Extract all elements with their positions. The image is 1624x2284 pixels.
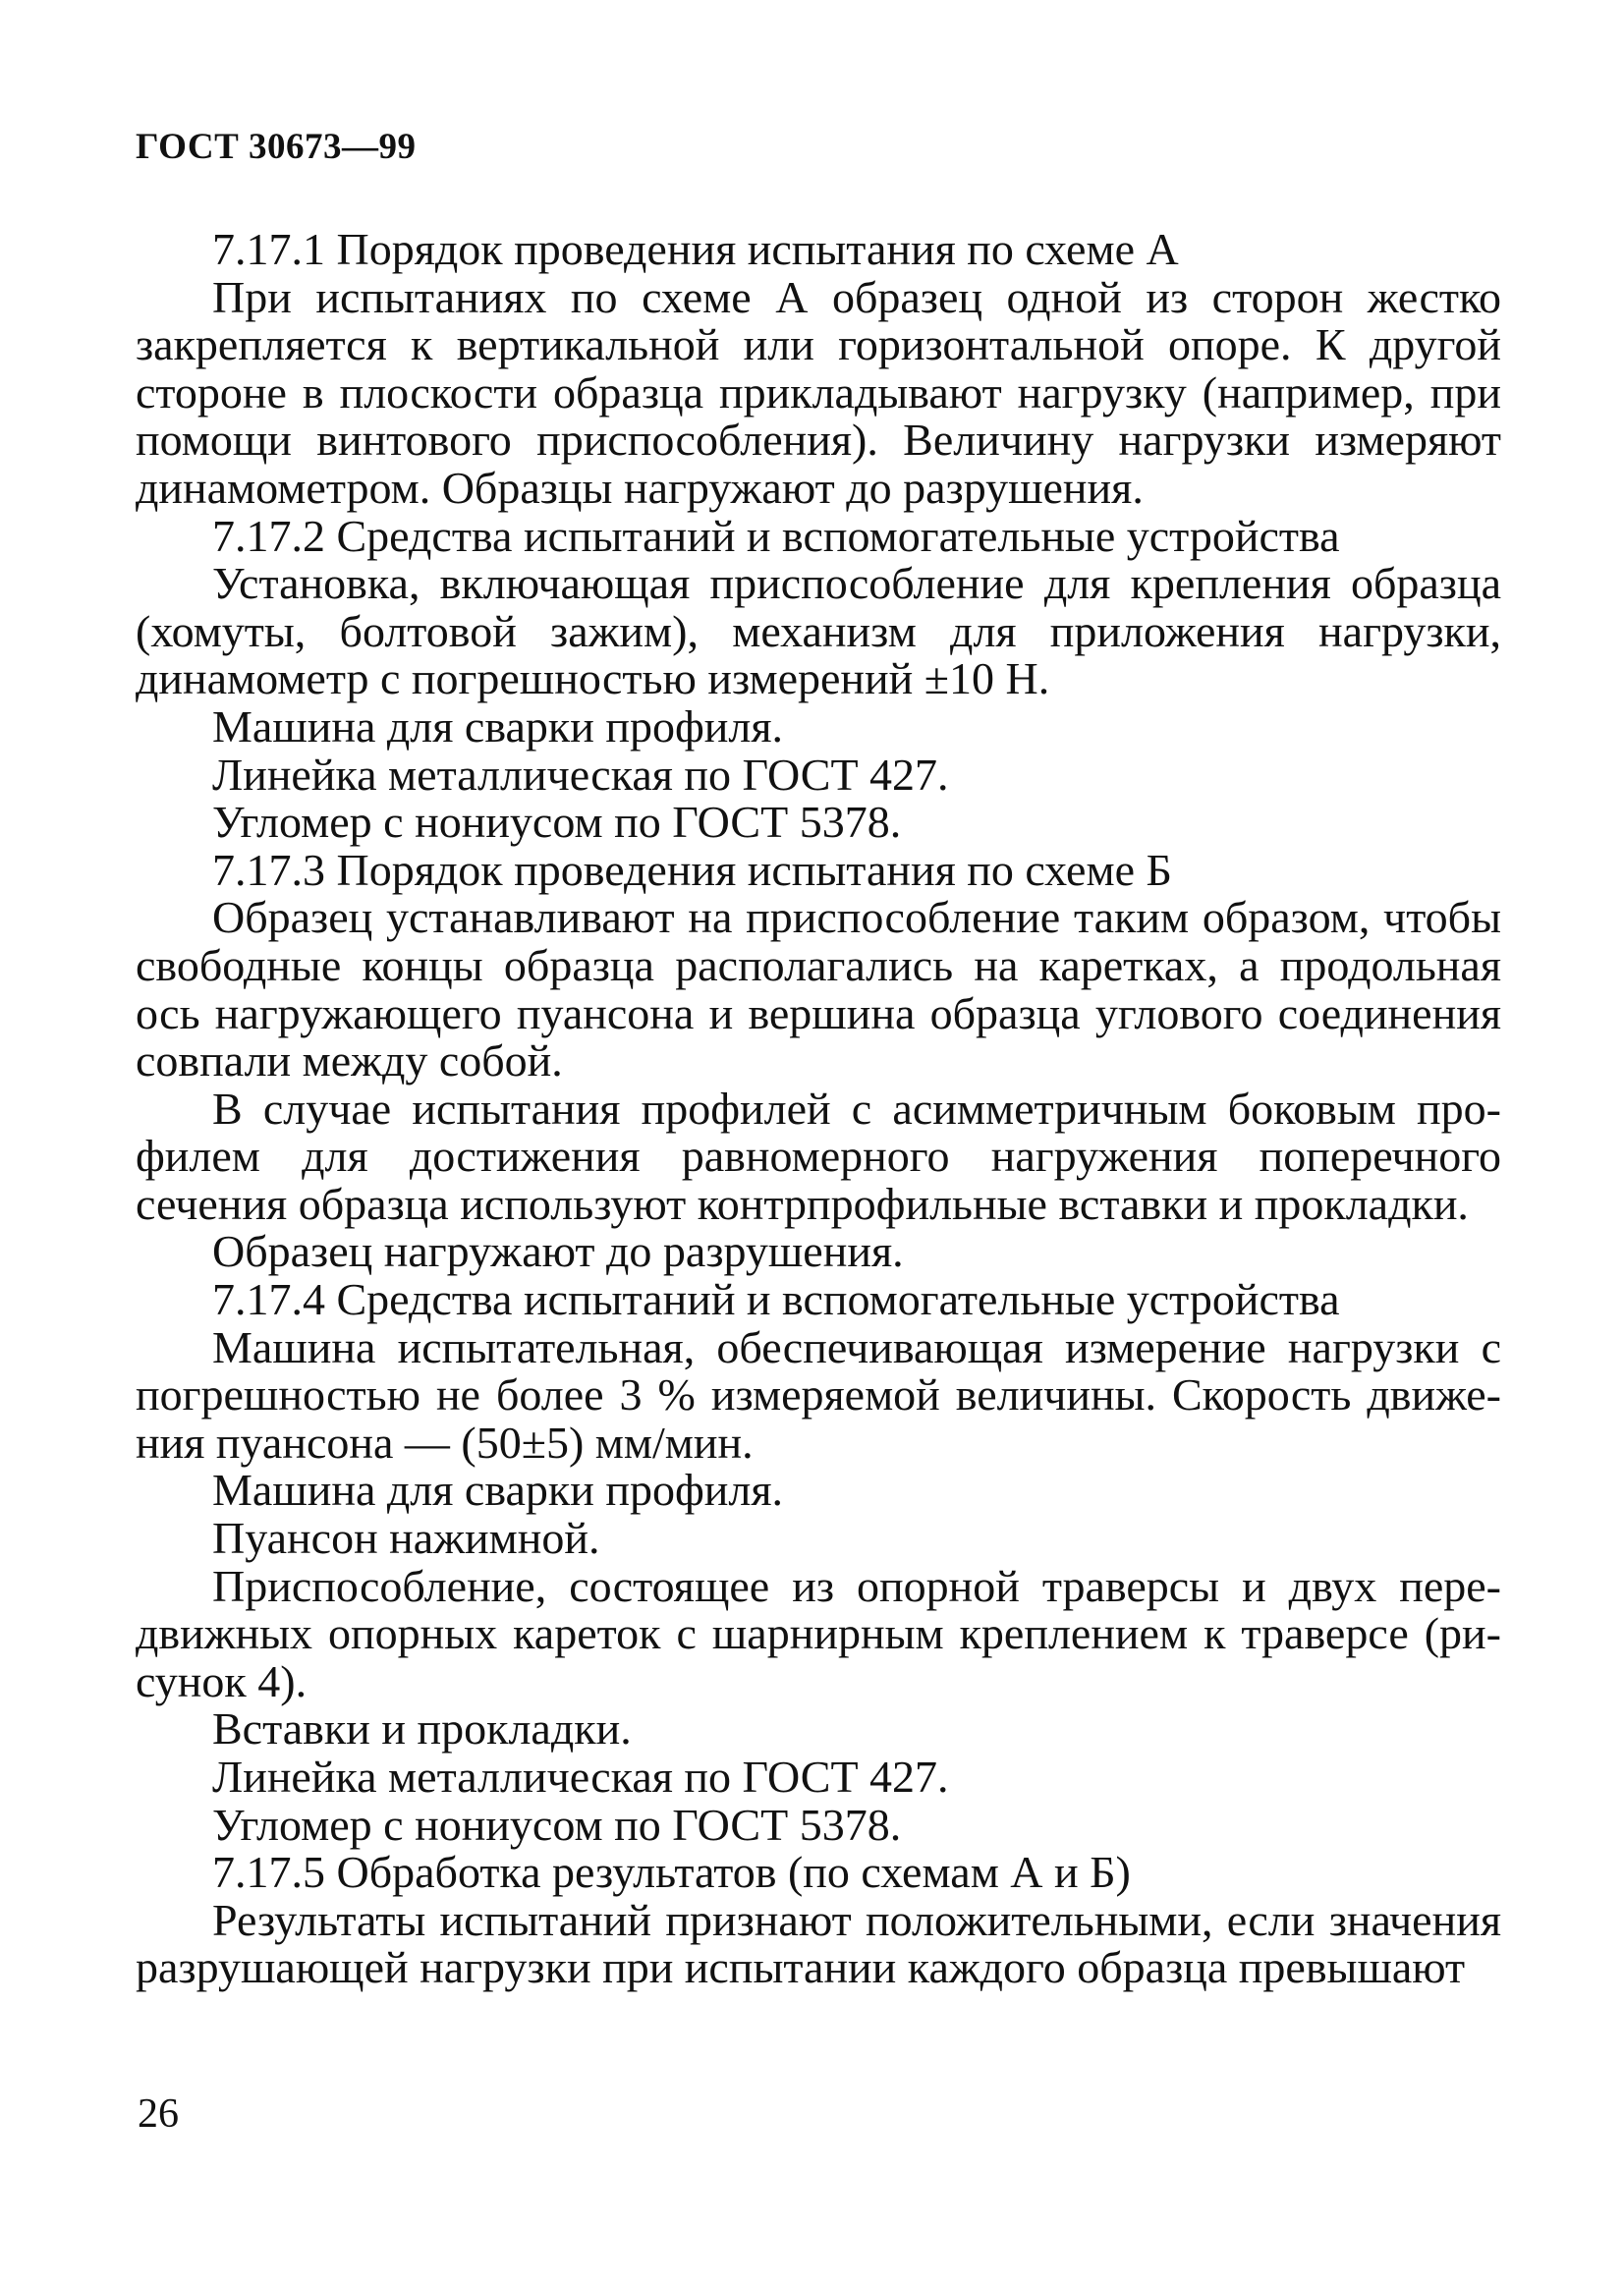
list-item: Угломер с нониусом по ГОСТ 5378. <box>212 1799 902 1850</box>
list-item: Линейка металлическая по ГОСТ 427. <box>212 749 949 800</box>
paragraph: Образец устанавливают на приспособление таким образом, чтобы свободные концы образца располагались на каретках, а продольная ось нагружающего пуансона и вершина образца углового соединения совпали между собой. <box>136 892 1501 1086</box>
paragraph: Образец нагружают до разрушения. <box>212 1226 904 1277</box>
paragraph: При испытаниях по схеме А образец одной из сторон жестко закрепляется к вертикальной или горизонтальной опоре. К другой стороне в плоскости образца прикладывают нагрузку (например, при помощи винтового приспособления). Величину нагрузки измеряют динамометром. Образцы нагружают до разрушения. <box>136 271 1501 513</box>
list-item: Вставки и прокладки. <box>212 1703 632 1755</box>
document-body <box>136 226 1501 1992</box>
paragraph: Приспособление, состоящее из опорной траверсы и двух передвижных опорных кареток с шарнирным креплением к траверсе (рисунок 4). <box>136 1560 1501 1706</box>
paragraph: Результаты испытаний признают положительными, если значения разрушающей нагрузки при испытании каждого образца превышают <box>136 1894 1501 1993</box>
list-item: Линейка металлическая по ГОСТ 427. <box>212 1752 949 1802</box>
list-item: Машина для сварки профиля. <box>212 1465 783 1516</box>
paragraph: Машина испытательная, обеспечивающая измерение нагрузки с погрешностью не более 3 % измеряемой величины. Скорость движения пуансона — (50±5) мм/мин. <box>136 1321 1501 1468</box>
list-item: Пуансон нажимной. <box>212 1513 600 1564</box>
list-item: Угломер с нониусом по ГОСТ 5378. <box>212 797 902 848</box>
section-heading-7-17-2: 7.17.2 Средства испытаний и вспомогательные устройства <box>212 510 1340 561</box>
paragraph: Установка, включающая приспособление для крепления образца (хомуты, болтовой зажим), механизм для приложения нагрузки, динамометр с погрешностью измерений ±10 Н. <box>136 558 1501 704</box>
list-item: Машина для сварки профиля. <box>212 700 783 752</box>
section-heading-7-17-3: 7.17.3 Порядок проведения испытания по схеме Б <box>212 844 1172 895</box>
section-heading-7-17-1: 7.17.1 Порядок проведения испытания по схеме А <box>212 224 1179 274</box>
section-heading-7-17-5: 7.17.5 Обработка результатов (по схемам А и Б) <box>212 1847 1131 1898</box>
paragraph: В случае испытания профилей с асимметричным боковым профилем для достижения равномерного нагружения поперечного сечения образца используют контрпрофильные вставки и прокладки. <box>136 1083 1501 1229</box>
page-number: 26 <box>138 2091 179 2137</box>
page-header-standard-code: ГОСТ 30673—99 <box>136 127 417 167</box>
section-heading-7-17-4: 7.17.4 Средства испытаний и вспомогательные устройства <box>212 1274 1340 1325</box>
